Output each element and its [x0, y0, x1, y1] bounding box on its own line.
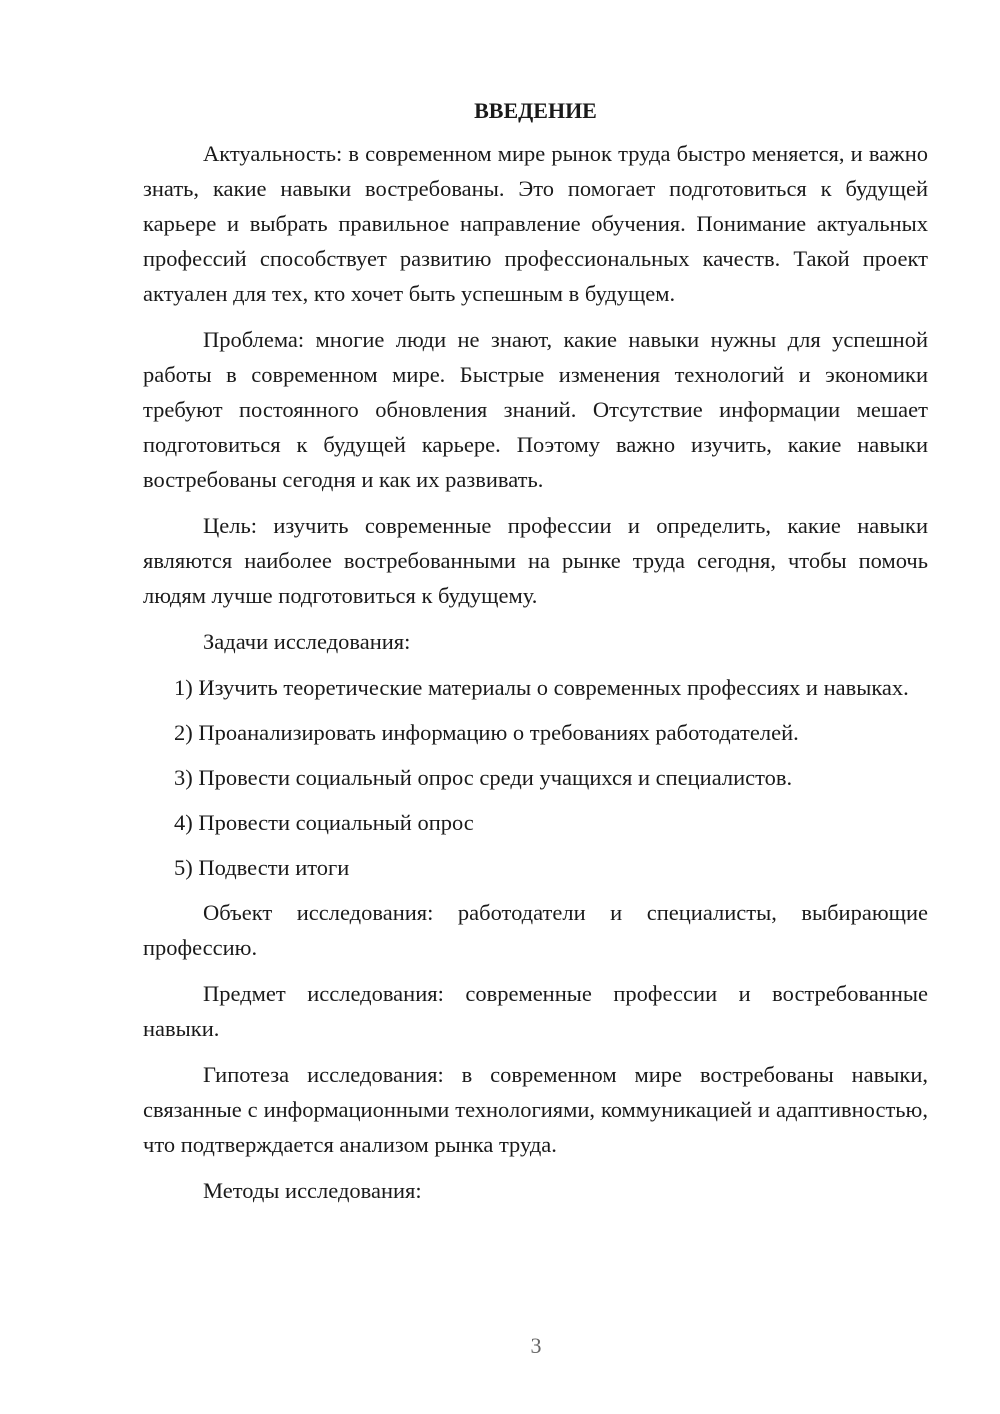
hypothesis-paragraph: Гипотеза исследования: в современном мире востребованы навыки, связанные с информационными технологиями, коммуникацией и адаптивностью, что подтверждается анализом рынка труда.: [143, 1062, 928, 1157]
object-paragraph: Объект исследования: работодатели и специалисты, выбирающие профессию.: [143, 900, 928, 960]
task-item-5: 5) Подвести итоги: [174, 855, 350, 880]
goal-paragraph: Цель: изучить современные профессии и определить, какие навыки являются наиболее востребованными на рынке труда сегодня, чтобы помочь людям лучше подготовиться к будущему.: [143, 513, 928, 608]
task-item-2: 2) Проанализировать информацию о требованиях работодателей.: [174, 720, 799, 745]
relevance-paragraph: Актуальность: в современном мире рынок труда быстро меняется, и важно знать, какие навыки востребованы. Это помогает подготовиться к будущей карьере и выбрать правильное направление обучения. Понимание актуальных профессий способствует развитию профессиональных качеств. Такой проект актуален для тех, кто хочет быть успешным в будущем.: [143, 141, 928, 306]
tasks-title: Задачи исследования:: [203, 629, 411, 654]
page-title: ВВЕДЕНИЕ: [474, 98, 597, 123]
task-item-4: 4) Провести социальный опрос: [174, 810, 474, 835]
subject-paragraph: Предмет исследования: современные профессии и востребованные навыки.: [143, 981, 928, 1041]
task-item-1: 1) Изучить теоретические материалы о современных профессиях и навыках.: [174, 675, 909, 700]
page-number: 3: [530, 1333, 542, 1358]
methods-title: Методы исследования:: [203, 1178, 422, 1203]
task-item-3: 3) Провести социальный опрос среди учащихся и специалистов.: [174, 765, 793, 790]
problem-paragraph: Проблема: многие люди не знают, какие навыки нужны для успешной работы в современном мире. Быстрые изменения технологий и экономики требуют постоянного обновления знаний. Отсутствие информации мешает подготовиться к будущей карьере. Поэтому важно изучить, какие навыки востребованы сегодня и как их развивать.: [143, 327, 928, 492]
page-content: [143, 96, 928, 1219]
